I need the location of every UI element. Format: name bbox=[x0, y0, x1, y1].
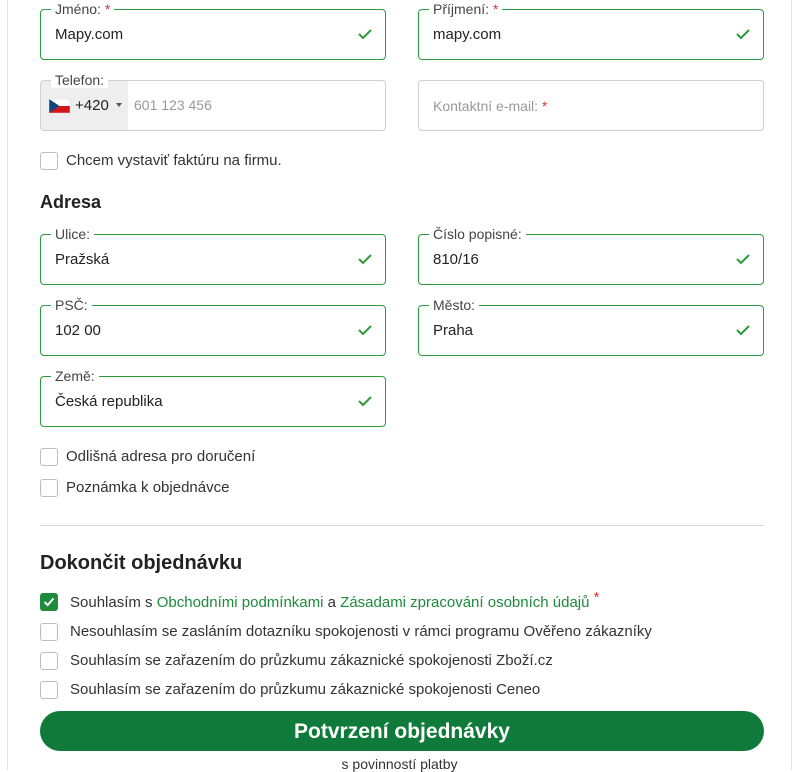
street-value[interactable]: Pražská bbox=[55, 251, 110, 268]
check-icon bbox=[735, 323, 751, 337]
last-name-value[interactable]: mapy.com bbox=[433, 26, 502, 43]
zip-label: PSČ: bbox=[51, 297, 92, 313]
czech-flag-icon bbox=[49, 99, 70, 113]
city-label: Město: bbox=[429, 297, 479, 313]
house-number-value[interactable]: 810/16 bbox=[433, 251, 479, 268]
section-divider bbox=[40, 525, 764, 526]
order-note-checkbox[interactable] bbox=[40, 479, 58, 497]
street-field[interactable] bbox=[40, 226, 386, 285]
check-icon bbox=[357, 27, 373, 41]
finish-title: Dokončit objednávku bbox=[40, 552, 243, 574]
check-icon bbox=[41, 594, 57, 610]
email-placeholder: Kontaktní e-mail: * bbox=[433, 98, 548, 114]
last-name-label: Příjmení: * bbox=[429, 1, 502, 17]
phone-label: Telefon: bbox=[51, 72, 108, 88]
overeno-checkbox[interactable] bbox=[40, 623, 58, 641]
different-delivery-label[interactable]: Odlišná adresa pro doručení bbox=[66, 448, 256, 465]
phone-field[interactable] bbox=[40, 72, 386, 131]
city-value[interactable]: Praha bbox=[433, 322, 474, 339]
chevron-down-icon bbox=[116, 103, 122, 107]
order-note-label[interactable]: Poznámka k objednávce bbox=[66, 479, 230, 496]
check-icon bbox=[357, 252, 373, 266]
address-title: Adresa bbox=[40, 192, 102, 212]
check-icon bbox=[735, 27, 751, 41]
email-field[interactable] bbox=[418, 80, 764, 131]
check-icon bbox=[357, 323, 373, 337]
phone-prefix-code: +420 bbox=[75, 97, 109, 114]
check-icon bbox=[357, 394, 373, 408]
zbozi-checkbox[interactable] bbox=[40, 652, 58, 670]
invoice-checkbox-label[interactable]: Chcem vystaviť faktúru na firmu. bbox=[66, 152, 282, 169]
privacy-link[interactable]: Zásadami zpracování osobních údajů bbox=[340, 594, 590, 611]
country-label: Země: bbox=[51, 368, 99, 384]
city-field[interactable] bbox=[418, 297, 764, 356]
terms-checkbox[interactable] bbox=[40, 593, 58, 611]
house-number-field[interactable] bbox=[418, 226, 764, 285]
ceneo-checkbox[interactable] bbox=[40, 681, 58, 699]
first-name-value[interactable]: Mapy.com bbox=[55, 26, 124, 43]
invoice-checkbox[interactable] bbox=[40, 152, 58, 170]
different-delivery-checkbox[interactable] bbox=[40, 448, 58, 466]
country-value[interactable]: Česká republika bbox=[55, 393, 163, 410]
country-field[interactable] bbox=[40, 368, 386, 427]
phone-prefix-select[interactable] bbox=[41, 81, 128, 130]
phone-input[interactable]: 601 123 456 bbox=[134, 97, 212, 113]
ceneo-label[interactable]: Souhlasím se zařazením do průzkumu zákaznické spokojenosti Ceneo bbox=[70, 681, 541, 698]
terms-consent-text: Souhlasím s Obchodními podmínkami a Zásadami zpracování osobních údajů * bbox=[70, 589, 600, 611]
zbozi-label[interactable]: Souhlasím se zařazením do průzkumu zákaznické spokojenosti Zboží.cz bbox=[70, 652, 553, 669]
street-label: Ulice: bbox=[51, 226, 94, 242]
last-name-field[interactable] bbox=[418, 1, 764, 60]
payment-obligation-note: s povinností platby bbox=[341, 756, 458, 772]
check-icon bbox=[735, 252, 751, 266]
first-name-field[interactable] bbox=[40, 1, 386, 60]
overeno-label[interactable]: Nesouhlasím se zasláním dotazníku spokojenosti v rámci programu Ověřeno zákazníky bbox=[70, 623, 652, 640]
first-name-label: Jméno: * bbox=[51, 1, 114, 17]
house-number-label: Číslo popisné: bbox=[429, 226, 526, 242]
zip-field[interactable] bbox=[40, 297, 386, 356]
zip-value[interactable]: 102 00 bbox=[55, 322, 101, 339]
terms-link[interactable]: Obchodními podmínkami bbox=[156, 594, 324, 611]
confirm-order-button[interactable]: Potvrzení objednávky bbox=[40, 711, 764, 751]
